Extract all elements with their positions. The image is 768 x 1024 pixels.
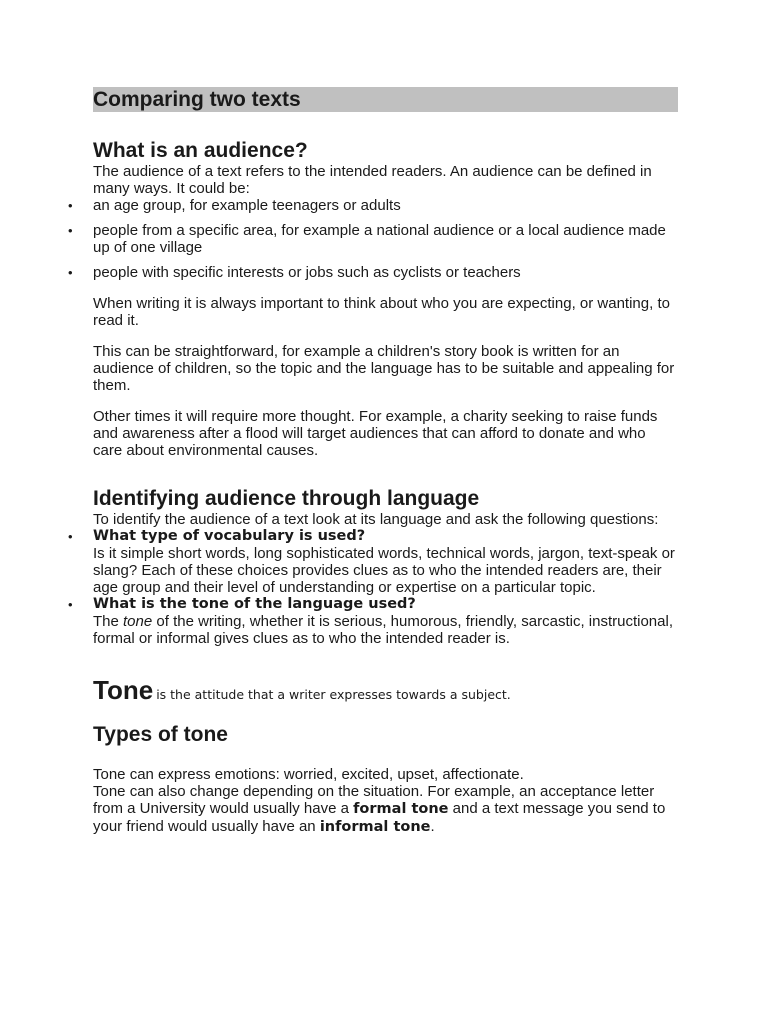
audience-intro: The audience of a text refers to the intended readers. An audience can be defined in many ways. It could be: <box>93 163 652 197</box>
heading-audience: What is an audience? <box>93 139 308 162</box>
tone-definition-line <box>93 675 678 705</box>
audience-paragraph-1: When writing it is always important to think about who you are expecting, or wanting, to read it. <box>93 295 670 329</box>
tone-emphasis: tone <box>123 613 153 630</box>
audience-paragraph-2: This can be straightforward, for example a children's story book is written for an audience of children, so the topic and the language has to be suitable and appealing for them. <box>93 343 675 394</box>
list-item: • people from a specific area, for example a national audience or a local audience made up of one village <box>93 222 678 256</box>
types-line-1: Tone can express emotions: worried, excited, upset, affectionate. <box>93 766 524 783</box>
question-tone-text <box>93 613 678 647</box>
language-questions <box>93 528 678 647</box>
heading-types-of-tone: Types of tone <box>93 723 228 746</box>
list-item <box>93 596 678 647</box>
types-text-pre: Tone can also change depending on the situation. For example, an acceptance letter from a University would usually have a <box>93 783 655 817</box>
document-title: Comparing two texts <box>93 87 678 112</box>
tone-text-pre: The <box>93 613 124 630</box>
audience-paragraph-3: Other times it will require more thought. For example, a charity seeking to raise funds and awareness after a flood will target audiences that can afford to donate and who care about environmental causes. <box>93 408 658 459</box>
tone-text-post: of the writing, whether it is serious, humorous, friendly, sarcastic, instructional, formal or informal gives clues as to who the intended reader is. <box>93 613 673 647</box>
question-vocabulary: • What type of vocabulary is used? <box>93 528 366 544</box>
list-item: • an age group, for example teenagers or adults <box>93 197 678 214</box>
types-text-mid: and a text message you send to your friend would usually have an <box>93 800 666 835</box>
heading-language: Identifying audience through language <box>93 487 480 510</box>
informal-tone: informal tone <box>319 819 431 835</box>
tone-definition: is the attitude that a writer expresses towards a subject. <box>156 687 511 702</box>
types-text-end: . <box>430 818 435 835</box>
audience-list <box>93 197 678 281</box>
tone-word: Tone <box>93 675 154 705</box>
document-content <box>93 87 678 836</box>
list-item: • people with specific interests or jobs such as cyclists or teachers <box>93 264 678 281</box>
list-item <box>93 528 678 596</box>
question-vocabulary-text: Is it simple short words, long sophisticated words, technical words, jargon, text-speak or slang? Each of these choices provides clues as to who the intended readers are, their age group and their level of understanding or expertise on a particular topic. <box>93 545 675 596</box>
types-line-2 <box>93 783 678 836</box>
language-intro: To identify the audience of a text look at its language and ask the following questions: <box>93 511 659 528</box>
formal-tone: formal tone <box>353 801 449 817</box>
question-tone: • What is the tone of the language used? <box>93 596 416 612</box>
